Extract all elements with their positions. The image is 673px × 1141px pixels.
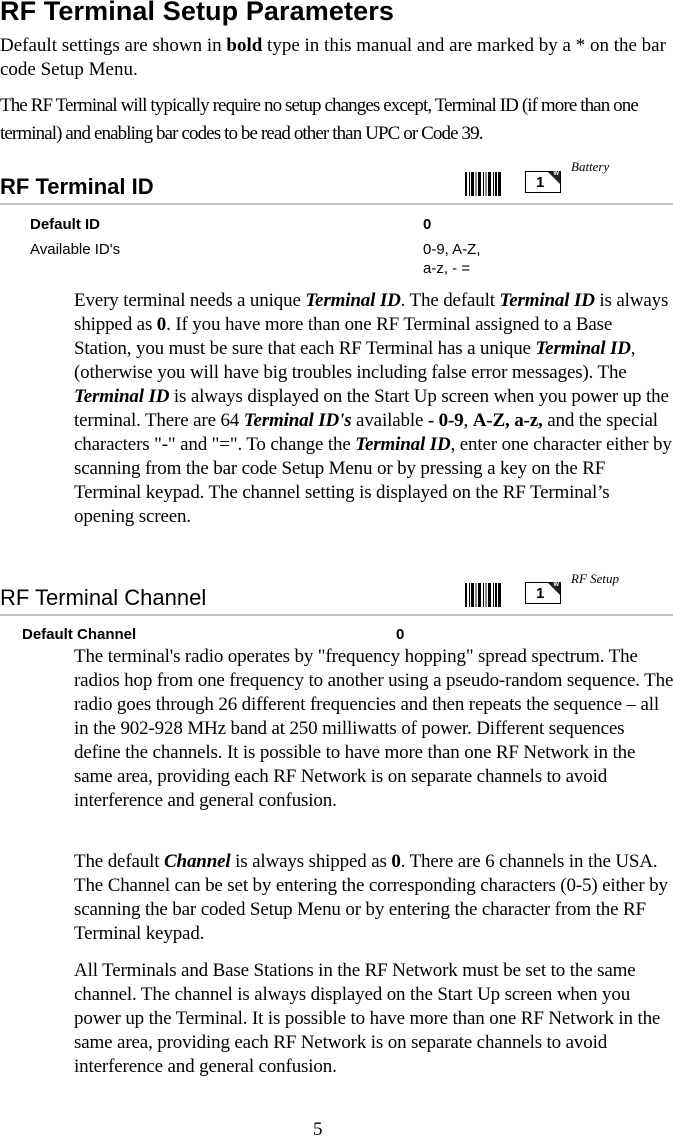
- param-value-available-ids-1: 0-9, A-Z,: [423, 241, 481, 258]
- page-title: RF Terminal Setup Parameters: [0, 0, 394, 26]
- barcode-icon: [465, 172, 501, 196]
- key-corner-letter: W: [553, 582, 559, 588]
- intro-paragraph-setup: The RF Terminal will typically require no setup changes except, Terminal ID (if more than one terminal) and enabling bar codes to be read other than UPC or Code 39.: [0, 95, 638, 144]
- intro-text: Default settings are shown in: [0, 35, 227, 56]
- section-title-terminal-id: RF Terminal ID: [0, 174, 154, 199]
- setup-key-icon: [525, 582, 561, 604]
- page-number: 5: [313, 1119, 323, 1140]
- section-title-terminal-channel: RF Terminal Channel: [0, 585, 207, 610]
- param-value-available-ids-2: a-z, - =: [423, 260, 471, 277]
- param-label-default-id: Default ID: [30, 216, 101, 233]
- intro-bold-word: bold: [226, 35, 263, 56]
- section-divider: [0, 614, 673, 616]
- channel-description-default: The default Channel is always shipped as 0. There are 6 channels in the USA. The Channel can be set by entering the corresponding characters (0-5) either by scanning the bar coded Setup Menu or by entering the character from the RF Terminal keypad.: [74, 851, 668, 944]
- setup-key-icon: [525, 171, 561, 193]
- key-number: 1: [536, 585, 545, 602]
- param-label-available-ids: Available ID's: [30, 241, 121, 258]
- channel-description-network: All Terminals and Base Stations in the RF Network must be set to the same channel. The channel is always displayed on the Start Up screen when you power up the Terminal. It is possible to have more than one RF Network in the same area, providing each RF Network is on separate channels to avoid interference and general confusion.: [74, 960, 661, 1077]
- channel-description-frequency-hopping: The terminal's radio operates by "frequency hopping" spread spectrum. The radios hop from one frequency to another using a pseudo-random sequence. The radio goes through 26 different frequencies and then repeats the sequence – all in the 902-928 MHz band at 250 milliwatts of power. Different sequences define the channels. It is possible to have more than one RF Network in the same area, providing each RF Network is on separate channels to avoid interference and general confusion.: [74, 646, 673, 811]
- intro-paragraph-defaults: [0, 34, 673, 82]
- key-label-rf-setup: RF Setup: [571, 571, 620, 586]
- param-value-default-channel: 0: [396, 626, 405, 643]
- terminal-id-description: Every terminal needs a unique Terminal ID. The default Terminal ID is always shipped as 0. If you have more than one RF Terminal assigned to a Base Station, you must be sure that each RF Terminal has a unique Terminal ID, (otherwise you will have big troubles including false error messages). The Terminal ID is always displayed on the Start Up screen when you power up the terminal. There are 64 Terminal ID's available - 0-9, A-Z, a-z, and the special characters "-" and "=". To change the Terminal ID, enter one character either by scanning from the bar code Setup Menu or by pressing a key on the RF Terminal keypad. The channel setting is displayed on the RF Terminal’s opening screen.: [74, 290, 672, 527]
- param-label-default-channel: Default Channel: [22, 626, 137, 643]
- section-divider: [0, 203, 673, 205]
- key-number: 1: [536, 174, 545, 191]
- intro-text: type in this manual and are marked by a * on the bar code Setup Menu.: [0, 35, 666, 80]
- key-corner-letter: W: [553, 171, 559, 177]
- param-value-default-id: 0: [423, 216, 432, 233]
- key-label-battery: Battery: [571, 159, 610, 174]
- barcode-icon: [465, 583, 501, 607]
